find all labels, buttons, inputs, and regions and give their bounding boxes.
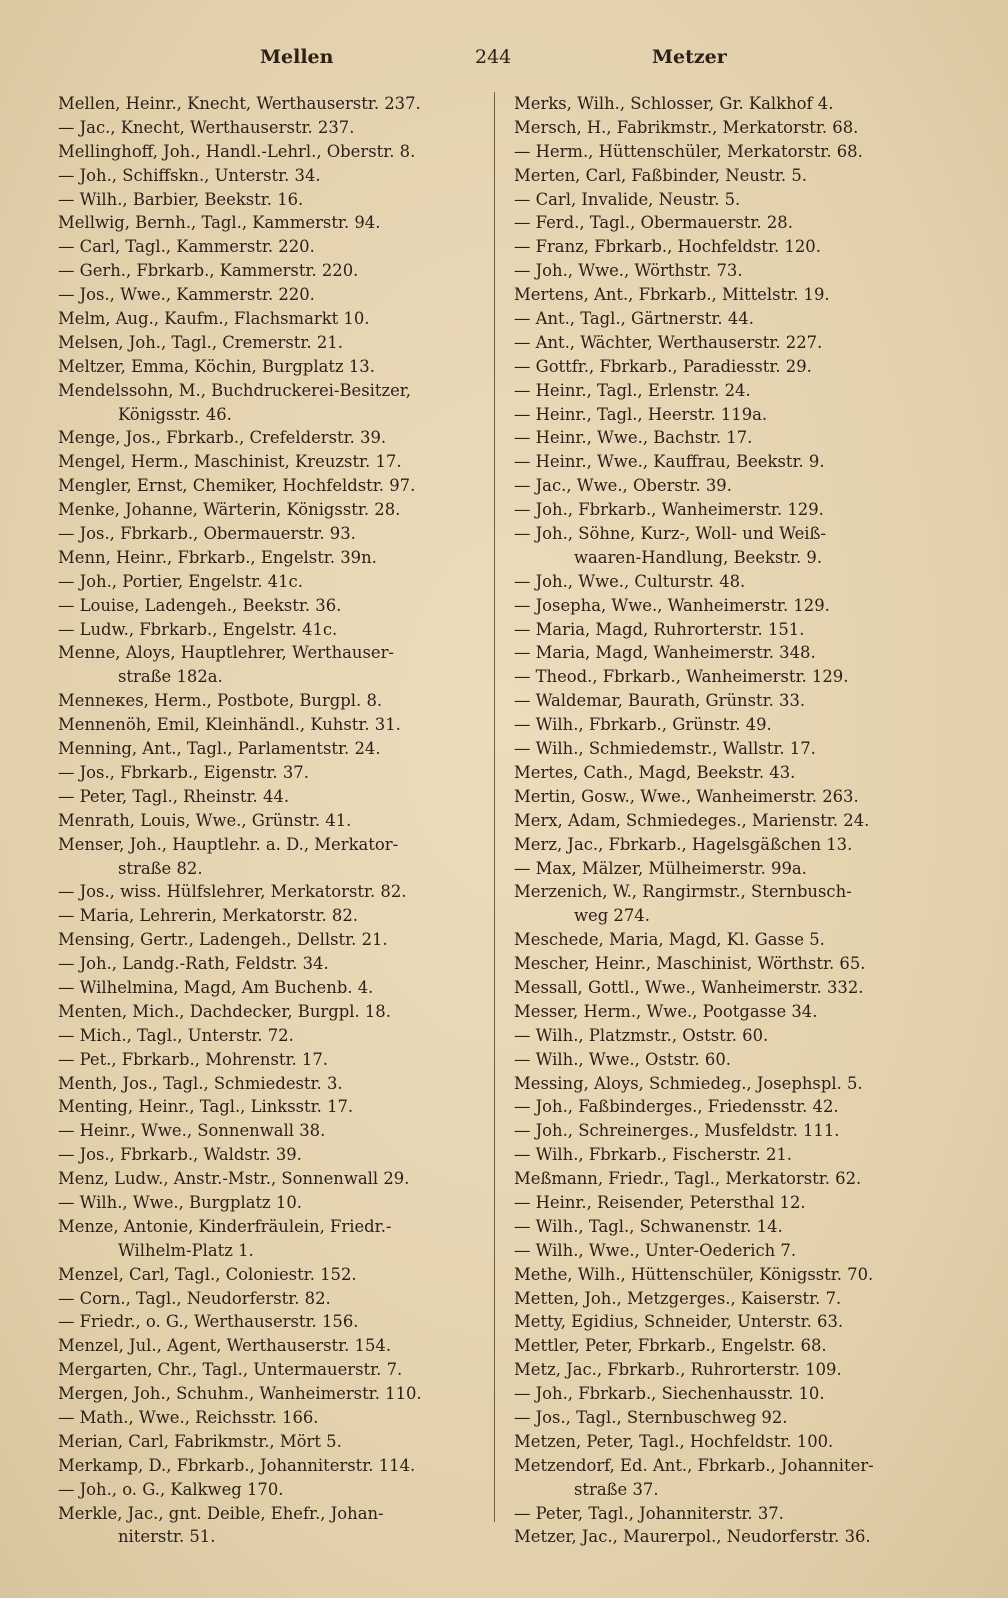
directory-entry-continuation: weg 274.	[574, 906, 650, 926]
directory-entry: Menting, Heinr., Tagl., Linksstr. 17.	[58, 1097, 354, 1117]
directory-entry: Mertes, Cath., Magd, Beekstr. 43.	[514, 762, 796, 782]
directory-entry: — Heinr., Wwe., Kauffrau, Beekstr. 9.	[514, 452, 825, 472]
directory-entry: — Joh., Schiffskn., Unterstr. 34.	[58, 165, 321, 185]
directory-entry: — Joh., Faßbinderges., Friedensstr. 42.	[514, 1097, 839, 1117]
directory-entry: — Maria, Lehrerin, Merkatorstr. 82.	[58, 906, 358, 926]
directory-entry: — Jac., Wwe., Oberstr. 39.	[514, 476, 732, 496]
directory-entry: Mellen, Heinr., Knecht, Werthauserstr. 237.	[58, 94, 421, 113]
directory-entry: — Herm., Hüttenschüler, Merkatorstr. 68.	[514, 141, 863, 161]
directory-entry: — Ludw., Fbrkarb., Engelstr. 41c.	[58, 619, 338, 639]
directory-entry: Menn, Heinr., Fbrkarb., Engelstr. 39n.	[58, 547, 377, 567]
directory-entry: Mergen, Joh., Schuhm., Wanheimerstr. 110.	[58, 1384, 422, 1404]
directory-entry-continuation: niterstr. 51.	[118, 1527, 216, 1547]
directory-entry: Menrath, Louis, Wwe., Grünstr. 41.	[58, 810, 352, 830]
directory-entry: — Wilh., Wwe., Unter-Oederich 7.	[514, 1240, 797, 1260]
directory-entry-continuation: waaren-Handlung, Beekstr. 9.	[574, 547, 823, 567]
directory-entry: — Gerh., Fbrkarb., Kammerstr. 220.	[58, 261, 359, 281]
directory-entry: Menke, Johanne, Wärterin, Königsstr. 28.	[58, 500, 401, 520]
directory-entry: Messer, Herm., Wwe., Pootgasse 34.	[514, 1001, 818, 1021]
directory-entry: Menge, Jos., Fbrkarb., Crefelderstr. 39.	[58, 428, 387, 448]
directory-entry: — Wilhelmina, Magd, Am Buchenb. 4.	[58, 977, 374, 997]
directory-entry: Mersch, H., Fabrikmstr., Merkatorstr. 68.	[514, 117, 859, 137]
directory-entry: — Joh., o. G., Kalkweg 170.	[58, 1479, 284, 1499]
directory-entry: Menning, Ant., Tagl., Parlamentstr. 24.	[58, 739, 381, 759]
directory-entry: Methe, Wilh., Hüttenschüler, Königsstr. 70.	[514, 1264, 874, 1284]
directory-entry: — Jos., Fbrkarb., Waldstr. 39.	[58, 1145, 302, 1165]
directory-entry: Metzer, Jac., Maurerpol., Neudorferstr. 36.	[514, 1527, 871, 1547]
directory-entry: — Louise, Ladengeh., Beekstr. 36.	[58, 595, 342, 615]
directory-entry: Merkle, Jac., gnt. Deible, Ehefr., Johan-	[58, 1503, 384, 1523]
directory-entry: Menne, Aloys, Hauptlehrer, Werthauser-	[58, 643, 394, 663]
directory-entry: Meltzer, Emma, Köchin, Burgplatz 13.	[58, 356, 375, 376]
directory-entry: Merks, Wilh., Schlosser, Gr. Kalkhof 4.	[514, 94, 834, 113]
directory-entry: — Joh., Schreinerges., Musfeldstr. 111.	[514, 1121, 840, 1141]
directory-entry: Mertens, Ant., Fbrkarb., Mittelstr. 19.	[514, 285, 830, 305]
directory-entry: — Mich., Tagl., Unterstr. 72.	[58, 1025, 294, 1045]
directory-entry: Metten, Joh., Metzgerges., Kaiserstr. 7.	[514, 1288, 842, 1308]
directory-entry: Mensing, Gertr., Ladengeh., Dellstr. 21.	[58, 930, 388, 950]
directory-entry: — Carl, Tagl., Kammerstr. 220.	[58, 237, 315, 257]
directory-entry: — Joh., Landg.-Rath, Feldstr. 34.	[58, 954, 329, 974]
page-header	[60, 46, 948, 76]
directory-entry: Merkamp, D., Fbrkarb., Johanniterstr. 114.	[58, 1455, 416, 1475]
directory-entry: — Theod., Fbrkarb., Wanheimerstr. 129.	[514, 667, 849, 687]
directory-entry: Menth, Jos., Tagl., Schmiedestr. 3.	[58, 1073, 343, 1093]
directory-entry: — Corn., Tagl., Neudorferstr. 82.	[58, 1288, 331, 1308]
directory-entry: Merten, Carl, Faßbinder, Neustr. 5.	[514, 165, 807, 185]
directory-entry: — Jos., Fbrkarb., Obermauerstr. 93.	[58, 524, 356, 544]
directory-entry: — Pet., Fbrkarb., Mohrenstr. 17.	[58, 1049, 328, 1069]
directory-entry: Mengler, Ernst, Chemiker, Hochfeldstr. 97.	[58, 476, 416, 496]
directory-entry: — Heinr., Tagl., Heerstr. 119a.	[514, 404, 768, 424]
directory-entry: — Jac., Knecht, Werthauserstr. 237.	[58, 117, 355, 137]
header-right-keyword: Metzer	[652, 46, 727, 68]
directory-entry: — Jos., Wwe., Kammerstr. 220.	[58, 285, 315, 305]
directory-entry: — Jos., Fbrkarb., Eigenstr. 37.	[58, 762, 309, 782]
directory-entry: — Joh., Fbrkarb., Wanheimerstr. 129.	[514, 500, 824, 520]
directory-entry: Menzel, Carl, Tagl., Coloniestr. 152.	[58, 1264, 357, 1284]
directory-entry: Melsen, Joh., Tagl., Cremerstr. 21.	[58, 332, 343, 352]
header-left-keyword: Mellen	[260, 46, 334, 68]
directory-entry: — Wilh., Wwe., Oststr. 60.	[514, 1049, 731, 1069]
directory-entry: Mettler, Peter, Fbrkarb., Engelstr. 68.	[514, 1336, 827, 1356]
directory-entry: — Max, Mälzer, Mülheimerstr. 99a.	[514, 858, 807, 878]
directory-entry: — Wilh., Wwe., Burgplatz 10.	[58, 1192, 302, 1212]
directory-entry: Metzendorf, Ed. Ant., Fbrkarb., Johanniter-	[514, 1455, 874, 1475]
directory-entry: — Joh., Söhne, Kurz-, Woll- und Weiß-	[514, 524, 827, 544]
directory-entry: — Wilh., Fbrkarb., Fischerstr. 21.	[514, 1145, 793, 1165]
directory-entry: Mellwig, Bernh., Tagl., Kammerstr. 94.	[58, 213, 381, 233]
directory-entry-continuation: straße 182a.	[118, 667, 223, 687]
directory-entry-continuation: Wilhelm-Platz 1.	[118, 1240, 254, 1260]
directory-entry: Mergarten, Chr., Tagl., Untermauerstr. 7.	[58, 1360, 403, 1380]
directory-entry: — Heinr., Wwe., Bachstr. 17.	[514, 428, 753, 448]
page-number: 244	[475, 46, 512, 68]
directory-entry: Mertin, Gosw., Wwe., Wanheimerstr. 263.	[514, 786, 859, 806]
directory-entry: — Wilh., Fbrkarb., Grünstr. 49.	[514, 715, 772, 735]
directory-entry: — Ant., Tagl., Gärtnerstr. 44.	[514, 309, 754, 329]
directory-entry-continuation: straße 37.	[574, 1479, 659, 1499]
directory-entry: — Heinr., Wwe., Sonnenwall 38.	[58, 1121, 326, 1141]
directory-entry: — Josepha, Wwe., Wanheimerstr. 129.	[514, 595, 830, 615]
directory-entry: — Heinr., Tagl., Erlenstr. 24.	[514, 380, 751, 400]
directory-entry: — Franz, Fbrkarb., Hochfeldstr. 120.	[514, 237, 821, 257]
directory-entry: — Joh., Fbrkarb., Siechenhausstr. 10.	[514, 1384, 825, 1404]
directory-entry: — Carl, Invalide, Neustr. 5.	[514, 189, 741, 209]
directory-entry: — Peter, Tagl., Rheinstr. 44.	[58, 786, 290, 806]
directory-entry: Mellinghoff, Joh., Handl.-Lehrl., Oberstr. 8.	[58, 141, 416, 161]
left-column	[58, 92, 482, 1549]
directory-entry: — Waldemar, Baurath, Grünstr. 33.	[514, 691, 806, 711]
directory-entry: Mengel, Herm., Maschinist, Kreuzstr. 17.	[58, 452, 402, 472]
directory-entry: Metty, Egidius, Schneider, Unterstr. 63.	[514, 1312, 844, 1332]
directory-entry: Menz, Ludw., Anstr.-Mstr., Sonnenwall 29.	[58, 1169, 410, 1189]
directory-entry: — Joh., Wwe., Culturstr. 48.	[514, 571, 746, 591]
directory-entry: — Jos., wiss. Hülfslehrer, Merkatorstr. 82.	[58, 882, 407, 902]
directory-entry-continuation: Königsstr. 46.	[118, 404, 232, 424]
directory-entry: — Wilh., Tagl., Schwanenstr. 14.	[514, 1216, 783, 1236]
directory-entry: Menze, Antonie, Kinderfräulein, Friedr.-	[58, 1216, 392, 1236]
directory-entry: — Friedr., o. G., Werthauserstr. 156.	[58, 1312, 359, 1332]
directory-entry-continuation: straße 82.	[118, 858, 203, 878]
directory-entry: — Wilh., Schmiedemstr., Wallstr. 17.	[514, 739, 816, 759]
directory-entry: — Jos., Tagl., Sternbuschweg 92.	[514, 1407, 788, 1427]
directory-entry: Mendelssohn, M., Buchdruckerei-Besitzer,	[58, 380, 412, 400]
directory-entry: Metzen, Peter, Tagl., Hochfeldstr. 100.	[514, 1431, 834, 1451]
directory-entry: Mennenöh, Emil, Kleinhändl., Kuhstr. 31.	[58, 715, 401, 735]
directory-entry: Meßmann, Friedr., Tagl., Merkatorstr. 62.	[514, 1169, 862, 1189]
directory-entry: Merzenich, W., Rangirmstr., Sternbusch-	[514, 882, 852, 902]
directory-entry: — Wilh., Barbier, Beekstr. 16.	[58, 189, 304, 209]
directory-entry: — Peter, Tagl., Johanniterstr. 37.	[514, 1503, 784, 1523]
directory-entry: — Gottfr., Fbrkarb., Paradiesstr. 29.	[514, 356, 812, 376]
directory-entry: — Math., Wwe., Reichsstr. 166.	[58, 1407, 319, 1427]
directory-entry: Messall, Gottl., Wwe., Wanheimerstr. 332.	[514, 977, 864, 997]
directory-entry: — Heinr., Reisender, Petersthal 12.	[514, 1192, 806, 1212]
directory-entry: Menzel, Jul., Agent, Werthauserstr. 154.	[58, 1336, 392, 1356]
directory-entry: — Ant., Wächter, Werthauserstr. 227.	[514, 332, 823, 352]
directory-entry: — Joh., Portier, Engelstr. 41c.	[58, 571, 303, 591]
directory-entry: — Maria, Magd, Wanheimerstr. 348.	[514, 643, 816, 663]
directory-entry: Mescher, Heinr., Maschinist, Wörthstr. 65.	[514, 954, 866, 974]
directory-entry: Melm, Aug., Kaufm., Flachsmarkt 10.	[58, 309, 370, 329]
directory-entry: — Joh., Wwe., Wörthstr. 73.	[514, 261, 743, 281]
directory-entry: Menser, Joh., Hauptlehr. a. D., Merkator-	[58, 834, 399, 854]
right-column	[514, 92, 938, 1549]
directory-entry: Messing, Aloys, Schmiedeg., Josephspl. 5.	[514, 1073, 863, 1093]
directory-entry: — Ferd., Tagl., Obermauerstr. 28.	[514, 213, 793, 233]
directory-entry: Menten, Mich., Dachdecker, Burgpl. 18.	[58, 1001, 391, 1021]
directory-entry: Merz, Jac., Fbrkarb., Hagelsgäßchen 13.	[514, 834, 853, 854]
directory-entry: Metz, Jac., Fbrkarb., Ruhrorterstr. 109.	[514, 1360, 842, 1380]
directory-entry: Meschede, Maria, Magd, Kl. Gasse 5.	[514, 930, 825, 950]
directory-entry: — Maria, Magd, Ruhrorterstr. 151.	[514, 619, 805, 639]
directory-entry: Merx, Adam, Schmiedeges., Marienstr. 24.	[514, 810, 870, 830]
directory-entry: Menneкes, Herm., Postbote, Burgpl. 8.	[58, 691, 383, 711]
directory-entry: — Wilh., Platzmstr., Oststr. 60.	[514, 1025, 769, 1045]
directory-entry: Merian, Carl, Fabrikmstr., Mört 5.	[58, 1431, 342, 1451]
column-divider	[494, 92, 495, 1522]
